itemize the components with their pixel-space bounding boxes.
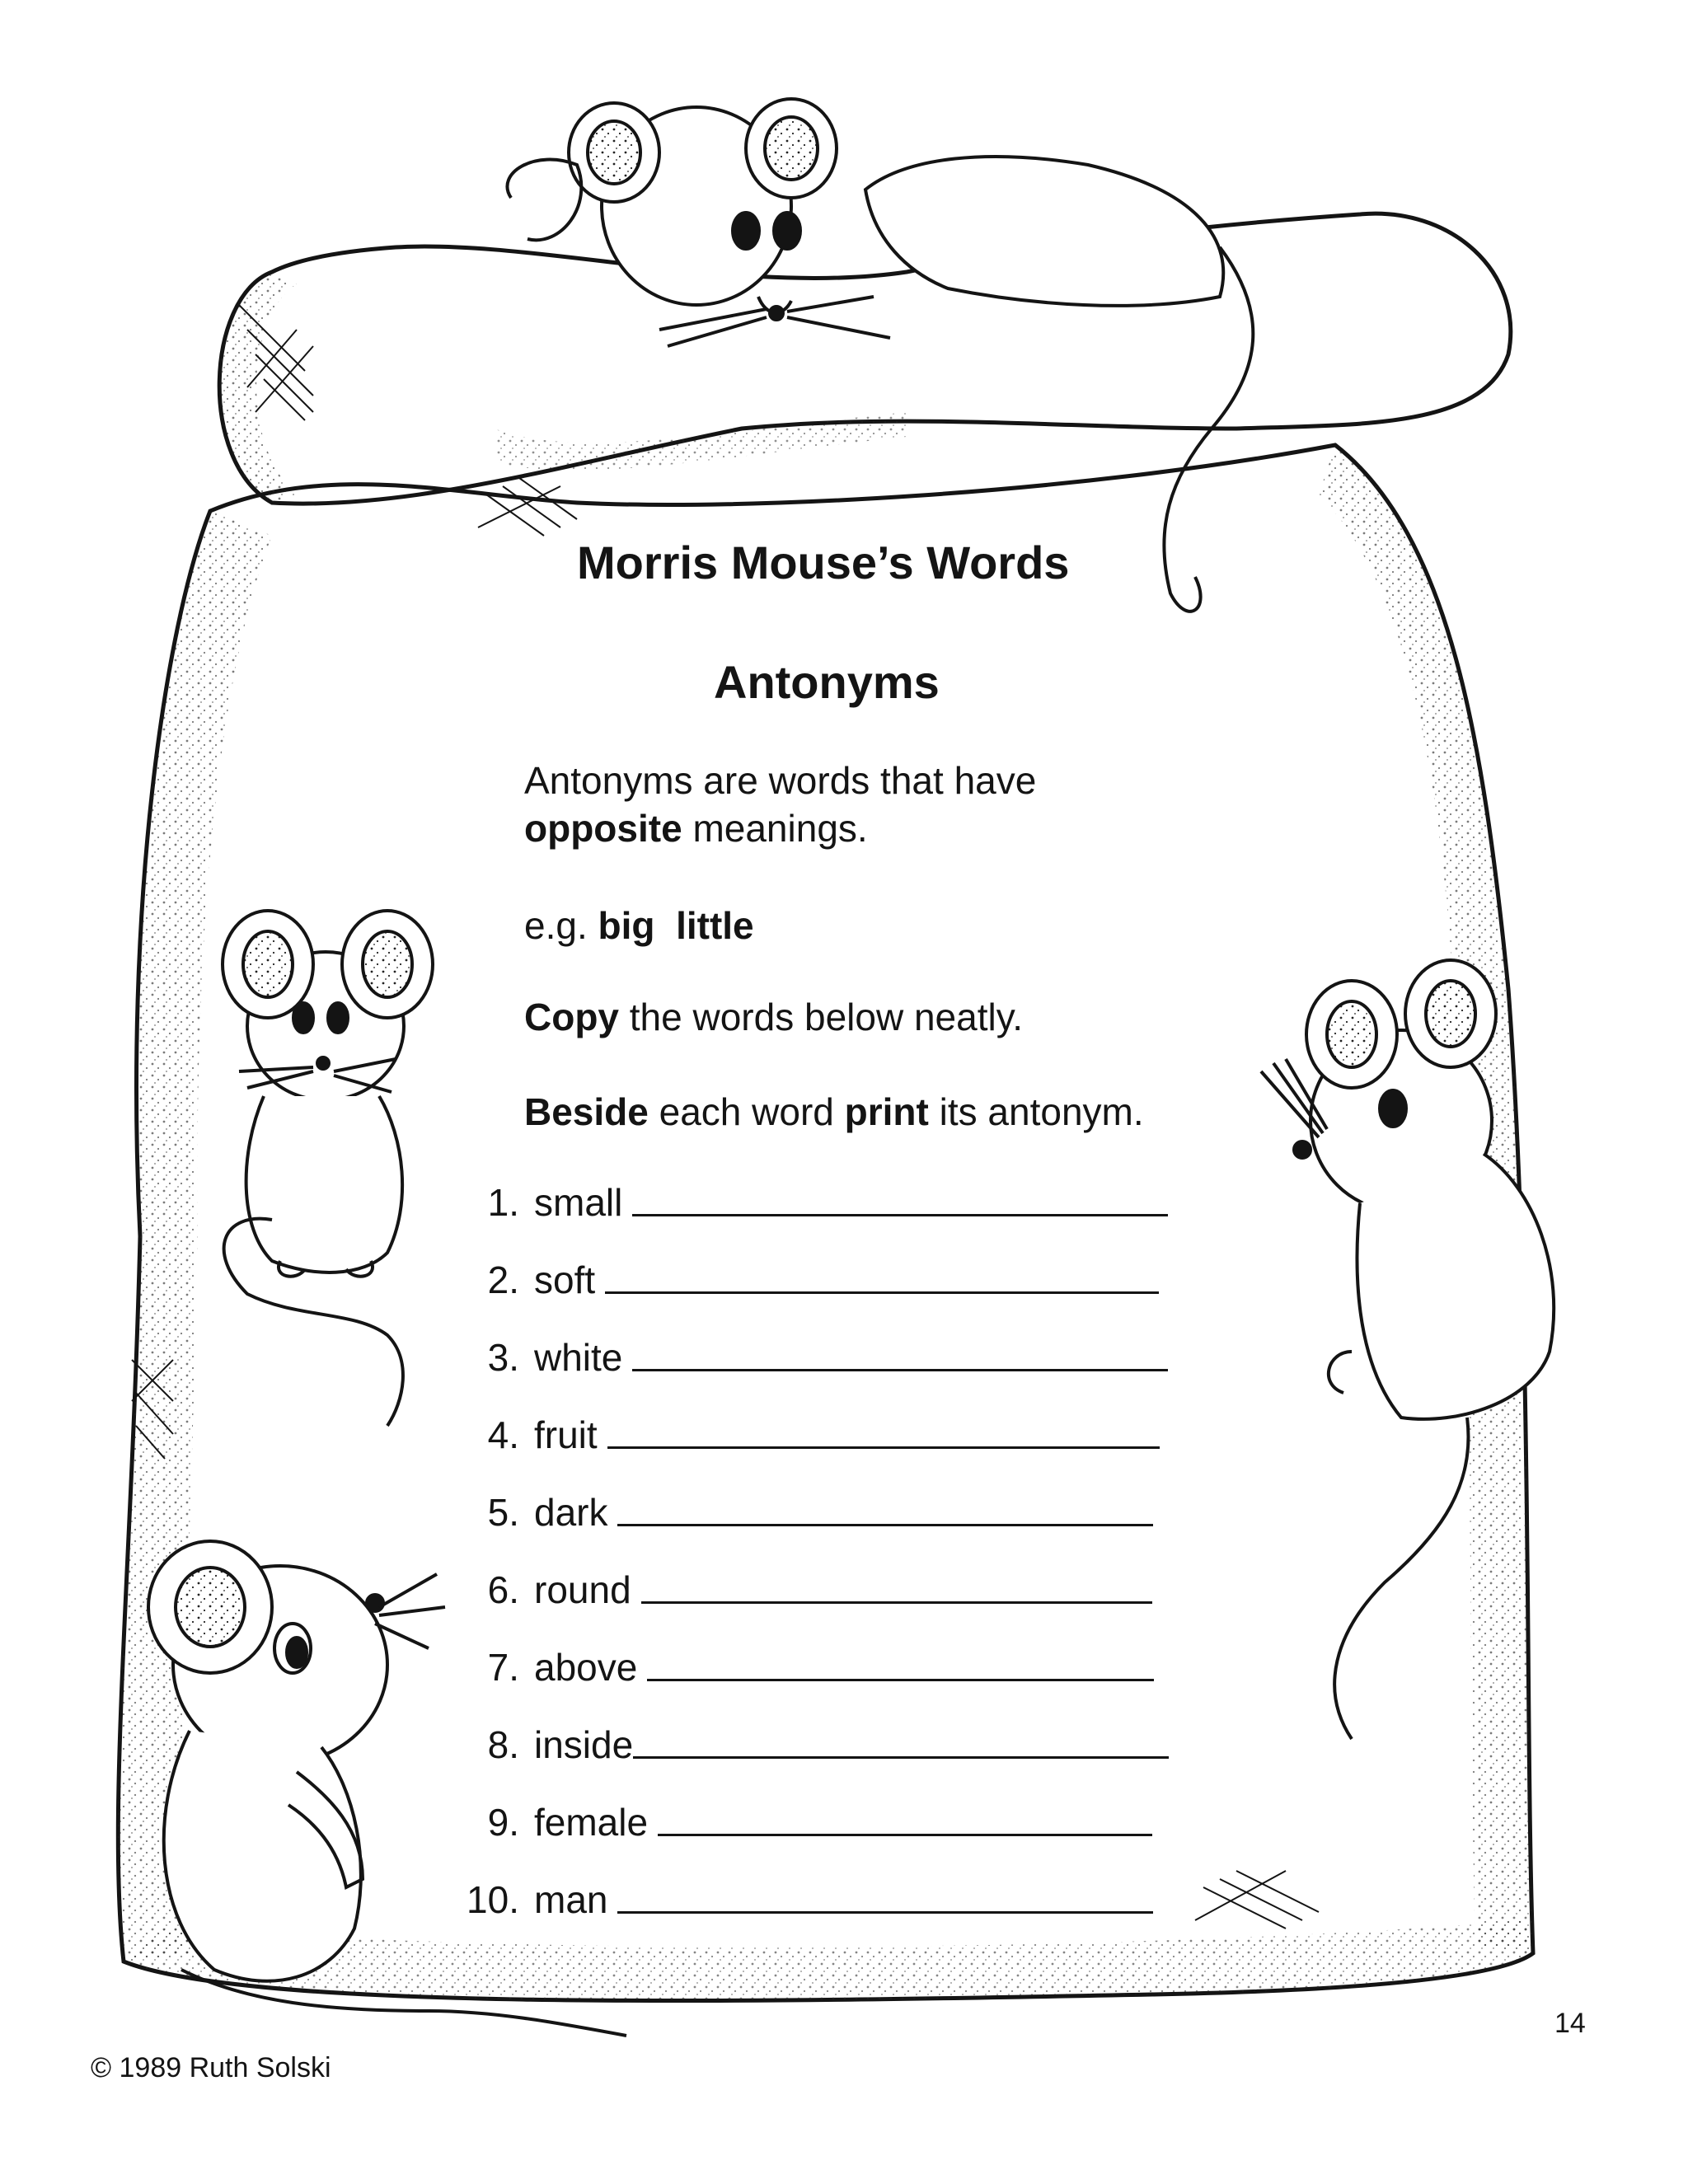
copyright-notice: © 1989 Ruth Solski [91,2052,331,2083]
example-prefix: e.g. [524,904,598,947]
instruction-copy [524,993,1023,1041]
instruction-copy-rest: the words below neatly. [619,996,1024,1038]
answer-line[interactable] [632,1369,1168,1371]
answer-line[interactable] [605,1291,1159,1294]
item-word: soft [534,1258,596,1301]
item-word: fruit [534,1413,598,1456]
answer-line[interactable] [633,1756,1169,1759]
list-item [462,1722,1169,1767]
list-item [462,1568,1152,1612]
answer-line[interactable] [647,1679,1154,1681]
page-title: Morris Mouse’s Words [577,537,1070,588]
example-line [524,902,754,949]
instruction-copy-bold: Copy [524,996,619,1038]
instruction-print-bold: print [844,1090,929,1133]
page-number: 14 [1554,2008,1586,2039]
list-item [462,1180,1168,1225]
example-word-2: little [676,904,754,947]
item-number: 8. [487,1723,519,1766]
left-standing-mouse [223,911,433,1426]
definition-line-1: Antonyms are words that have [524,759,1037,802]
list-item [462,1877,1153,1922]
instruction-beside [524,1088,1144,1136]
item-number: 4. [487,1413,519,1456]
list-item [462,1335,1168,1380]
answer-line[interactable] [658,1834,1152,1836]
example-word-1: big [598,904,655,947]
item-word: small [534,1181,623,1224]
answer-line[interactable] [632,1214,1168,1216]
list-item [462,1645,1154,1690]
instruction-beside-bold: Beside [524,1090,649,1133]
item-number: 5. [487,1491,519,1534]
list-item [462,1800,1152,1844]
answer-line[interactable] [607,1446,1160,1449]
definition-bold-word: opposite [524,807,682,850]
answer-line[interactable] [617,1911,1153,1914]
definition-line-2 [524,804,1036,852]
list-item [462,1490,1153,1535]
item-word: dark [534,1491,608,1534]
item-word: round [534,1568,631,1611]
definition-paragraph [524,757,1036,852]
item-number: 2. [487,1258,519,1301]
item-word: above [534,1646,638,1689]
top-mouse [507,99,1253,612]
definition-rest: meanings. [682,807,868,850]
item-number: 1. [487,1181,519,1224]
instruction-beside-rest: its antonym. [928,1090,1144,1133]
item-word: white [534,1336,623,1379]
item-number: 7. [487,1646,519,1689]
list-item [462,1258,1159,1302]
page-subtitle: Antonyms [714,656,940,708]
item-word: man [534,1878,608,1921]
sack-rolled-top [219,213,1511,504]
item-number: 3. [487,1336,519,1379]
answer-line[interactable] [641,1601,1152,1604]
item-word: female [534,1801,649,1844]
item-word: inside [534,1723,634,1766]
answer-line[interactable] [617,1524,1153,1526]
item-number: 9. [487,1801,519,1844]
instruction-beside-mid: each word [648,1090,845,1133]
item-number: 10. [467,1878,519,1921]
item-number: 6. [487,1568,519,1611]
list-item [462,1413,1160,1457]
